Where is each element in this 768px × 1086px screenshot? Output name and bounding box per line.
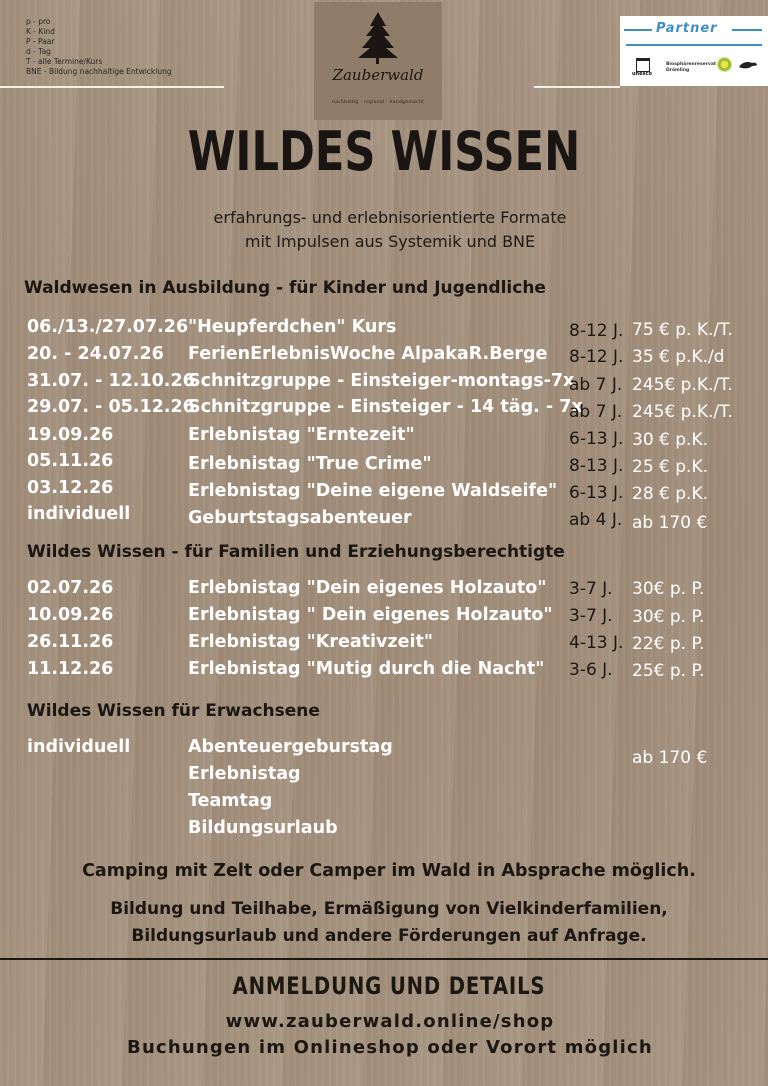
adult-offer-item: Abenteuergeburstag: [188, 737, 393, 757]
event-age: ab 4 J.: [569, 510, 623, 530]
event-price: 30 € p.K.: [632, 430, 709, 450]
table-row: [0, 451, 768, 477]
table-row: [0, 317, 768, 343]
event-age: 4-13 J.: [569, 633, 624, 653]
event-name: Schnitzgruppe - Einsteiger - 14 täg. - 7x: [188, 397, 583, 417]
event-age: 8-12 J.: [569, 321, 624, 341]
event-price: 245€ p.K./T.: [632, 402, 733, 422]
event-price: 75 € p. K./T.: [632, 320, 733, 340]
event-date: 02.07.26: [27, 578, 114, 598]
event-age: ab 7 J.: [569, 402, 623, 422]
partner-line-left: [624, 29, 652, 31]
booking-note: Buchungen im Onlineshop oder Vorort möglich: [127, 1037, 653, 1058]
logo-wordmark: Zauberwald: [332, 66, 424, 84]
section-heading-families: Wildes Wissen - für Familien und Erziehungsberechtigte: [27, 542, 565, 562]
event-date: 11.12.26: [27, 659, 114, 679]
event-age: 3-7 J.: [569, 606, 613, 626]
event-date: 26.11.26: [27, 632, 114, 652]
legend-item: T - alle Termine/Kurs: [26, 57, 103, 66]
event-date: individuell: [27, 504, 131, 524]
unesco-temple-icon: [636, 58, 650, 72]
section-heading-kids: Waldwesen in Ausbildung - für Kinder und Jugendliche: [24, 278, 546, 298]
divider-left: [0, 86, 224, 88]
event-name: FerienErlebnisWoche AlpakaR.Berge: [188, 344, 548, 364]
event-price: 22€ p. P.: [632, 634, 705, 654]
event-age: 6-13 J.: [569, 429, 624, 449]
divider-right: [534, 86, 620, 88]
event-name: Erlebnistag "Deine eigene Waldseife": [188, 481, 558, 501]
table-row: [0, 659, 768, 685]
partner-title: Partner: [656, 21, 718, 36]
event-age: 3-7 J.: [569, 579, 613, 599]
funding-note-line: Bildungsurlaub und andere Förderungen auf Anfrage.: [131, 926, 647, 946]
subtitle: [0, 206, 768, 254]
event-price: 25€ p. P.: [632, 661, 705, 681]
event-name: Geburtstagsabenteuer: [188, 508, 412, 528]
event-date: 05.11.26: [27, 451, 114, 471]
otter-icon: [738, 60, 758, 70]
table-row: [0, 344, 768, 370]
legend-item: BNE - Bildung nachhaltige Entwicklung: [26, 67, 172, 76]
event-age: 8-12 J.: [569, 347, 624, 367]
event-price: 30€ p. P.: [632, 607, 705, 627]
event-price: 25 € p.K.: [632, 457, 709, 477]
unesco-label: unesco: [632, 71, 652, 77]
event-price: 35 € p.K./d: [632, 347, 725, 367]
abbreviation-legend: [26, 17, 172, 77]
table-row: [0, 371, 768, 397]
subtitle-line: erfahrungs- und erlebnisorientierte Formate: [213, 208, 567, 227]
section-heading-adults: Wildes Wissen für Erwachsene: [27, 701, 320, 721]
event-date: 03.12.26: [27, 478, 114, 498]
legend-item: p - pro: [26, 17, 51, 26]
event-name: Erlebnistag "Mutig durch die Nacht": [188, 659, 545, 679]
page-title: WILDES WISSEN: [187, 120, 581, 183]
event-price: 30€ p. P.: [632, 579, 705, 599]
legend-item: K - Kind: [26, 27, 55, 36]
event-name: Erlebnistag "Kreativzeit": [188, 632, 433, 652]
table-row: [0, 425, 768, 451]
zauberwald-logo: [314, 2, 442, 120]
camping-note: Camping mit Zelt oder Camper im Wald in Absprache möglich.: [82, 861, 696, 881]
funding-note-line: Bildung und Teilhabe, Ermäßigung von Vielkinderfamilien,: [110, 899, 668, 919]
event-price: ab 170 €: [632, 748, 708, 768]
event-date: individuell: [27, 737, 131, 757]
footer-divider: [0, 958, 768, 960]
event-price: ab 170 €: [632, 513, 708, 533]
legend-item: P - Paar: [26, 37, 55, 46]
partner-line-right: [732, 29, 762, 31]
event-date: 31.07. - 12.10.26: [27, 371, 195, 391]
event-name: "Heupferdchen" Kurs: [188, 317, 397, 337]
adult-offer-item: Erlebnistag: [188, 764, 301, 784]
table-row: [0, 578, 768, 604]
event-price: 28 € p.K.: [632, 484, 709, 504]
pine-tree-icon: [314, 2, 442, 72]
table-row: [0, 632, 768, 658]
event-age: 8-13 J.: [569, 456, 624, 476]
partner-box: [620, 16, 768, 86]
table-row: [0, 478, 768, 504]
table-row: [0, 504, 768, 533]
event-date: 19.09.26: [27, 425, 114, 445]
event-date: 20. - 24.07.26: [27, 344, 164, 364]
logo-tagline: nachhaltig · regional · handgemacht: [331, 100, 425, 105]
biosphere-label: Biosphärenreservat Drömling: [666, 62, 717, 73]
biosphere-sun-icon: [717, 57, 732, 72]
legend-item: d - Tag: [26, 47, 51, 56]
event-date: 06./13./27.07.26: [27, 317, 189, 337]
event-age: 3-6 J.: [569, 660, 613, 680]
shop-url[interactable]: www.zauberwald.online/shop: [225, 1011, 555, 1032]
registration-title: ANMELDUNG UND DETAILS: [232, 972, 546, 1000]
subtitle-line: mit Impulsen aus Systemik und BNE: [244, 232, 536, 251]
event-price: 245€ p.K./T.: [632, 375, 733, 395]
event-date: 29.07. - 05.12.26: [27, 397, 195, 417]
event-name: Schnitzgruppe - Einsteiger-montags-7x: [188, 371, 575, 391]
event-date: 10.09.26: [27, 605, 114, 625]
partner-underline: [626, 44, 762, 46]
event-age: 6-13 J.: [569, 483, 624, 503]
event-name: Erlebnistag "Dein eigenes Holzauto": [188, 578, 547, 598]
adult-offer-item: Teamtag: [188, 791, 273, 811]
event-name: Erlebnistag "True Crime": [188, 454, 432, 474]
table-row: [0, 397, 768, 423]
adult-offer-item: Bildungsurlaub: [188, 818, 338, 838]
event-age: ab 7 J.: [569, 375, 623, 395]
event-name: Erlebnistag " Dein eigenes Holzauto": [188, 605, 553, 625]
event-name: Erlebnistag "Erntezeit": [188, 425, 415, 445]
table-row: [0, 605, 768, 631]
